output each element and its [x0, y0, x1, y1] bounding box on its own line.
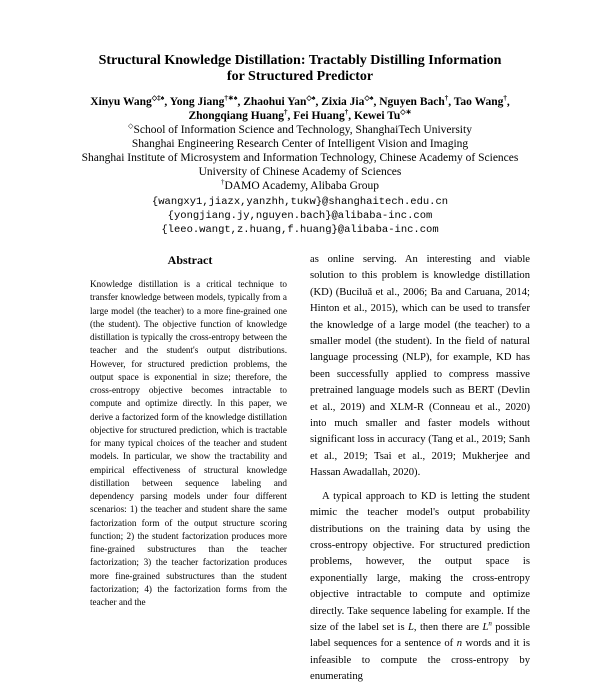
- author-affil-mark: ◇♠: [306, 94, 316, 103]
- email-line-1[interactable]: {wangxy1,jiazx,yanzhh,tukw}@shanghaitech.edu.cn: [151, 196, 449, 208]
- math-variable: n: [456, 638, 462, 650]
- author-name: Zhaohui Yan: [243, 96, 307, 108]
- affiliation-text: School of Information Science and Technology, ShanghaiTech University: [133, 124, 472, 136]
- paragraph-text: , then there are: [413, 621, 483, 633]
- author-affil-mark: ◇∗: [400, 108, 412, 117]
- paragraph-text: A typical approach to KD is letting the student mimic the teacher model's output probability distributions on the training data by using the cross-entropy objective. For structured prediction problems, however, the output space is exponentially large, making the cross-entropy objective intractable to compute and optimize directly. Take sequence labeling for example. If the size of the label set is: [310, 490, 530, 633]
- affiliation-3: Shanghai Institute of Microsystem and Information Technology, Chinese Academy of Sciences: [81, 152, 519, 164]
- author-separator: ,: [237, 96, 244, 108]
- author-affil-mark: ◇‡♠: [151, 94, 165, 103]
- intro-column: [310, 252, 530, 686]
- intro-paragraph-2: [310, 489, 530, 686]
- author-affil-mark: †: [344, 108, 349, 117]
- author-separator: ,: [448, 96, 454, 108]
- author-affil-mark: †: [503, 94, 507, 103]
- author-separator: ,: [315, 96, 322, 108]
- title-line-1: Structural Knowledge Distillation: Tractably Distilling Information: [98, 53, 502, 68]
- author-name: Tao Wang: [453, 96, 504, 108]
- author-separator: ,: [287, 110, 294, 122]
- affiliations: [40, 123, 560, 193]
- author-separator: ,: [373, 96, 380, 108]
- author-line-1: [40, 95, 560, 109]
- paragraph-text: words and it is infeasible to compute the cross-entropy by enumerating: [310, 638, 530, 683]
- affiliation-mark: ◇: [128, 122, 134, 131]
- author-affil-mark: †: [284, 108, 288, 117]
- author-affil-mark: †∗♠: [224, 94, 238, 103]
- author-affil-mark: †: [444, 94, 449, 103]
- author-name: Nguyen Bach: [379, 96, 445, 108]
- abstract-body: Knowledge distillation is a critical technique to transfer knowledge between models, typically from a large model (the teacher) to a more fine-grained one (the student). The objective function of knowledge distillation is typically the cross-entropy between the teacher and the student's output distributions. However, for structured prediction problems, the output space is exponential in size; therefore, the cross-entropy objective becomes intractable to compute and optimize directly. In this paper, we derive a factorized form of the knowledge distillation objective for structured prediction, which is tractable for many typical choices of the teacher and student models. In particular, we show the tractability and empirical effectiveness of structural knowledge distillation between sequence labeling and dependency parsing models under four different scenarios: 1) the teacher and student share the same factorization form of the output structure scoring function; 2) the student factorization produces more fine-grained substructures than the teacher factorization; 3) the teacher factorization produces more fine-grained substructures than the student factorization; 4) the factorization forms from the teacher and the: [90, 279, 287, 607]
- affiliation-1: [40, 123, 560, 137]
- author-name: Fei Huang: [293, 110, 345, 122]
- math-variable: L: [482, 621, 489, 633]
- author-emails: [40, 195, 560, 237]
- author-name: Xinyu Wang: [90, 96, 152, 108]
- author-separator: ,: [164, 96, 170, 108]
- author-name: Zhongqiang Huang: [188, 110, 285, 122]
- title-line-2: for Structured Predictor: [226, 69, 374, 84]
- abstract-heading: Abstract: [167, 253, 213, 267]
- author-affil-mark: ◇♠: [364, 94, 374, 103]
- email-line-2[interactable]: {yongjiang.jy,nguyen.bach}@alibaba-inc.com: [167, 210, 433, 222]
- author-name: Kewei Tu: [353, 110, 401, 122]
- paragraph-text: possible label sequences for a sentence of: [310, 621, 530, 650]
- affiliation-mark: †: [221, 178, 225, 187]
- intro-paragraph-1: as online serving. An interesting and viable solution to this problem is knowledge distillation (KD) (Buciluǎ et al., 2006; Ba and Caruana, 2014; Hinton et al., 2015), which can be used to transfer the knowledge of a large model (the teacher) to a smaller model (the student). In the field of natural language processing (NLP), for example, KD has been successfully applied to compress massive pretrained language models such as BERT (Devlin et al., 2019) and XLM-R (Conneau et al., 2020) into much smaller and faster models without significant loss in accuracy (Tang et al., 2019; Sanh et al., 2019; Tsai et al., 2019; Mukherjee and Hassan Awadallah, 2020).: [310, 254, 530, 479]
- author-separator: ,: [506, 96, 510, 108]
- paper-title: [40, 53, 560, 85]
- author-separator: ,: [348, 110, 354, 122]
- affiliation-4: University of Chinese Academy of Sciences: [198, 166, 402, 178]
- affiliation-2: Shanghai Engineering Research Center of Intelligent Vision and Imaging: [131, 138, 469, 150]
- math-variable: L: [408, 621, 414, 633]
- author-list: [40, 95, 560, 123]
- affiliation-5: [40, 179, 560, 193]
- email-line-3[interactable]: {leeo.wangt,z.huang,f.huang}@alibaba-inc.com: [161, 224, 439, 236]
- author-name: Yong Jiang: [169, 96, 225, 108]
- author-line-2: [40, 109, 560, 123]
- math-exponent: n: [488, 619, 492, 628]
- affiliation-text: DAMO Academy, Alibaba Group: [224, 180, 379, 192]
- author-name: Zixia Jia: [321, 96, 365, 108]
